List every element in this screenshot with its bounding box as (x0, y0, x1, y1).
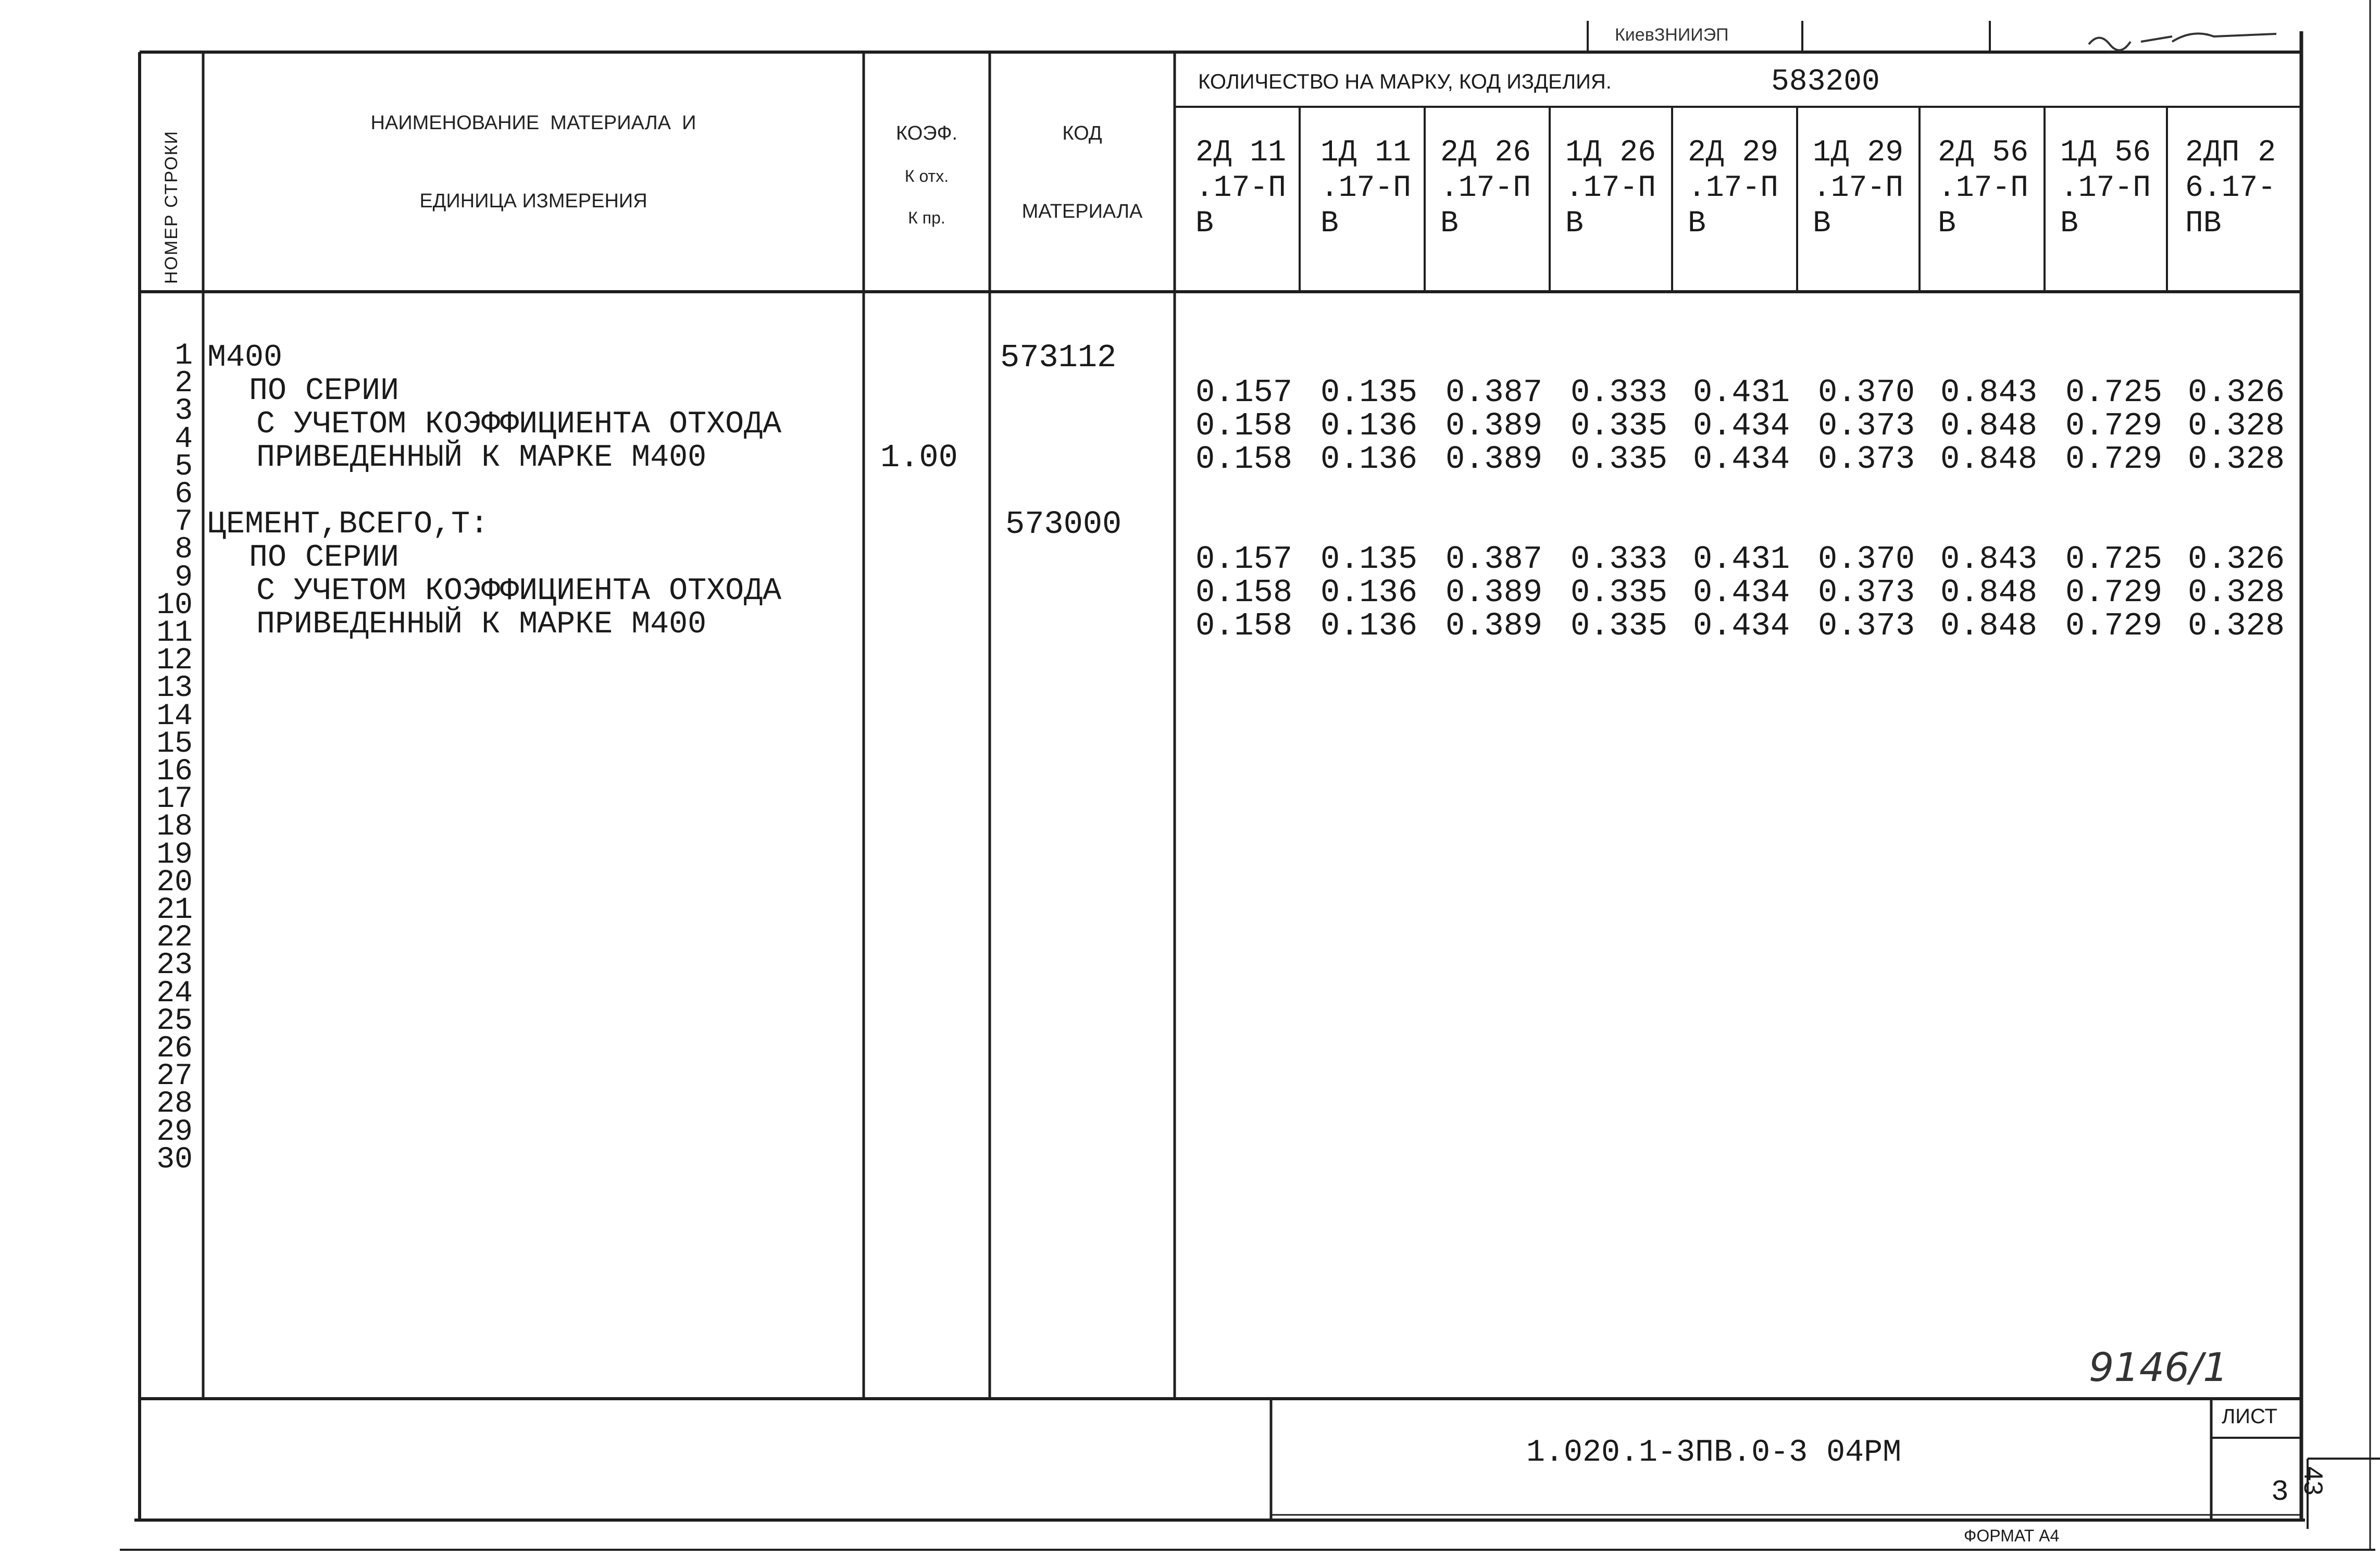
coef-header-line3: К пр. (908, 208, 945, 227)
line-number: 17 (156, 782, 193, 817)
line-number: 26 (156, 1032, 193, 1066)
line-number: 1 (175, 339, 193, 373)
quantity-value: 0.848 (1940, 574, 2038, 611)
quantity-value: 0.725 (2065, 541, 2163, 578)
format-label: ФОРМАТ А4 (1964, 1526, 2060, 1545)
coef-header-line1: КОЭФ. (895, 122, 958, 144)
material-code: 573112 (1000, 339, 1117, 376)
product-column-header: 1Д 26 .17-П В (1565, 136, 1656, 241)
quantity-value: 0.335 (1571, 574, 1668, 611)
quantity-value: 0.843 (1940, 541, 2038, 578)
line-number: 16 (156, 755, 193, 789)
quantity-value: 0.157 (1195, 374, 1293, 411)
quantity-value: 0.848 (1940, 607, 2038, 644)
quantity-value: 0.158 (1195, 607, 1293, 644)
quantity-value: 0.136 (1320, 441, 1418, 478)
quantity-header: КОЛИЧЕСТВО НА МАРКУ, КОД ИЗДЕЛИЯ. (1198, 70, 1612, 93)
product-code: 583200 (1771, 65, 1880, 99)
quantity-value: 0.326 (2188, 374, 2285, 411)
coef-value: 1.00 (880, 439, 958, 476)
quantity-value: 0.848 (1940, 441, 2038, 478)
quantity-value: 0.729 (2065, 574, 2163, 611)
side-page-number: 43 (2299, 1466, 2328, 1496)
line-number: 24 (156, 976, 193, 1011)
quantity-value: 0.135 (1320, 374, 1418, 411)
product-column-header: 2ДП 2 6.17- ПВ (2185, 136, 2276, 241)
quantity-value: 0.328 (2188, 407, 2285, 444)
quantity-value: 0.328 (2188, 441, 2285, 478)
quantity-value: 0.136 (1320, 407, 1418, 444)
quantity-value: 0.158 (1195, 407, 1293, 444)
quantity-value: 0.326 (2188, 541, 2285, 578)
line-number: 20 (156, 865, 193, 900)
quantity-value: 0.389 (1446, 407, 1543, 444)
line-number: 9 (175, 561, 193, 595)
quantity-value: 0.373 (1818, 407, 1915, 444)
line-number: 25 (156, 1004, 193, 1038)
quantity-value: 0.729 (2065, 441, 2163, 478)
quantity-value: 0.434 (1693, 607, 1790, 644)
quantity-value: 0.389 (1446, 607, 1543, 644)
product-column-header: 2Д 26 .17-П В (1440, 136, 1531, 241)
code-header-line1: КОД (1062, 122, 1102, 144)
sheet-number: 3 (2271, 1475, 2289, 1509)
quantity-value: 0.136 (1320, 607, 1418, 644)
line-number: 7 (175, 505, 193, 540)
material-name-header-line2: ЕДИНИЦА ИЗМЕРЕНИЯ (419, 190, 647, 212)
line-number: 29 (156, 1115, 193, 1149)
line-number: 8 (175, 533, 193, 567)
quantity-value: 0.333 (1571, 541, 1668, 578)
product-column-header: 1Д 11 .17-П В (1320, 136, 1412, 241)
line-number: 3 (175, 394, 193, 429)
quantity-value: 0.434 (1693, 407, 1790, 444)
product-column-header: 1Д 56 .17-П В (2060, 136, 2151, 241)
product-column-header: 2Д 11 .17-П В (1195, 136, 1287, 241)
quantity-value: 0.136 (1320, 574, 1418, 611)
line-number: 22 (156, 921, 193, 955)
block-title: М400 (207, 340, 283, 376)
product-column-header: 2Д 29 .17-П В (1688, 136, 1779, 241)
row-label: С УЧЕТОМ КОЭФФИЦИЕНТА ОТХОДА (256, 574, 782, 609)
row-label: С УЧЕТОМ КОЭФФИЦИЕНТА ОТХОДА (256, 407, 782, 442)
quantity-value: 0.729 (2065, 407, 2163, 444)
code-header-line2: МАТЕРИАЛА (1021, 201, 1143, 222)
quantity-value: 0.843 (1940, 374, 2038, 411)
line-number: 6 (175, 478, 193, 512)
institute-stamp: КиевЗНИИЭП (1615, 25, 1729, 45)
quantity-value: 0.848 (1940, 407, 2038, 444)
material-name-header-line1: НАИМЕНОВАНИЕ МАТЕРИАЛА И (370, 112, 696, 134)
archive-number: 9146/1 (2089, 1344, 2228, 1390)
line-number: 19 (156, 838, 193, 872)
line-number: 11 (156, 616, 193, 651)
material-code: 573000 (1005, 506, 1122, 543)
block-title: ЦЕМЕНТ,ВСЕГО,Т: (207, 507, 489, 542)
quantity-value: 0.373 (1818, 441, 1915, 478)
document-code: 1.020.1-3ПВ.0-3 04РМ (1526, 1435, 1902, 1471)
quantity-value: 0.725 (2065, 374, 2163, 411)
quantity-value: 0.389 (1446, 574, 1543, 611)
signature-mark (2084, 23, 2292, 55)
line-number: 14 (156, 699, 193, 733)
line-number: 21 (156, 893, 193, 928)
quantity-value: 0.370 (1818, 541, 1915, 578)
quantity-value: 0.158 (1195, 441, 1293, 478)
quantity-value: 0.328 (2188, 574, 2285, 611)
quantity-value: 0.328 (2188, 607, 2285, 644)
line-number: 10 (156, 588, 193, 623)
quantity-value: 0.333 (1571, 374, 1668, 411)
quantity-value: 0.158 (1195, 574, 1293, 611)
line-number: 13 (156, 671, 193, 706)
line-number: 23 (156, 949, 193, 983)
quantity-value: 0.431 (1693, 374, 1790, 411)
quantity-value: 0.434 (1693, 441, 1790, 478)
quantity-value: 0.373 (1818, 574, 1915, 611)
line-number: 18 (156, 810, 193, 844)
quantity-value: 0.335 (1571, 441, 1668, 478)
product-column-header: 1Д 29 .17-П В (1813, 136, 1904, 241)
coef-header-line2: К отх. (904, 167, 949, 185)
line-number: 27 (156, 1060, 193, 1094)
line-number: 4 (175, 422, 193, 456)
row-label: ПО СЕРИИ (249, 540, 400, 576)
quantity-value: 0.157 (1195, 541, 1293, 578)
row-label: ПО СЕРИИ (249, 374, 400, 409)
line-number: 30 (156, 1142, 193, 1177)
quantity-value: 0.370 (1818, 374, 1915, 411)
quantity-value: 0.135 (1320, 541, 1418, 578)
line-number: 2 (175, 367, 193, 401)
row-label: ПРИВЕДЕННЫЙ К МАРКЕ М400 (256, 607, 707, 642)
quantity-value: 0.335 (1571, 407, 1668, 444)
product-column-header: 2Д 56 .17-П В (1938, 136, 2029, 241)
quantity-value: 0.729 (2065, 607, 2163, 644)
sheet-label: ЛИСТ (2222, 1405, 2277, 1428)
line-number: 28 (156, 1087, 193, 1122)
quantity-value: 0.335 (1571, 607, 1668, 644)
quantity-value: 0.431 (1693, 541, 1790, 578)
line-number: 15 (156, 727, 193, 761)
quantity-value: 0.373 (1818, 607, 1915, 644)
quantity-value: 0.389 (1446, 441, 1543, 478)
quantity-value: 0.387 (1446, 374, 1543, 411)
quantity-value: 0.387 (1446, 541, 1543, 578)
row-label: ПРИВЕДЕННЫЙ К МАРКЕ М400 (256, 440, 707, 476)
row-number-header: НОМЕР СТРОКИ (161, 130, 181, 284)
line-number: 12 (156, 644, 193, 678)
line-number-column (154, 339, 193, 1177)
quantity-value: 0.434 (1693, 574, 1790, 611)
line-number: 5 (175, 450, 193, 484)
